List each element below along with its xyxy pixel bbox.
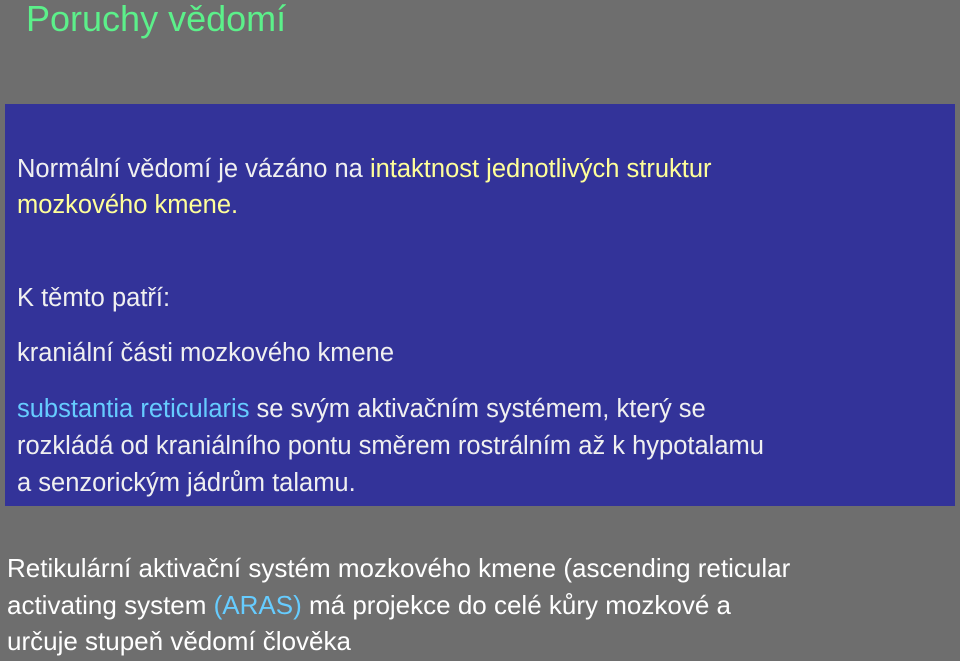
box-line-4: kraniální části mozkového kmene: [17, 339, 395, 367]
box-line-1-highlight: intaktnost jednotlivých struktur: [369, 155, 712, 183]
box-line-6: rozkládá od kraniálního pontu směrem rostrálním až k hypotalamu: [17, 432, 764, 460]
bottom-line-2-text: activating system: [7, 590, 214, 620]
box-line-5-highlight: substantia reticularis: [17, 395, 250, 423]
bottom-line-1: Retikulární aktivační systém mozkového kmene (ascending reticular: [7, 553, 791, 583]
box-line-3: K těmto patří:: [17, 284, 171, 312]
bottom-line-2-highlight: (ARAS): [213, 590, 302, 620]
bottom-line-3: určuje stupeň vědomí člověka: [7, 626, 351, 656]
box-line-5: [17, 394, 706, 424]
box-line-2: [17, 190, 238, 220]
box-line-1: [17, 154, 712, 184]
box-line-5-text: se svým aktivačním systémem, který se: [249, 395, 706, 423]
content-box: [5, 104, 955, 506]
slide-title: Poruchy vědomí: [26, 0, 287, 39]
box-line-2-highlight: mozkového kmene.: [17, 191, 239, 219]
box-line-1-text: Normální vědomí je vázáno na: [17, 155, 370, 183]
bottom-line-2-text-after: má projekce do celé kůry mozkové a: [301, 590, 731, 620]
bottom-line-2: [7, 590, 731, 620]
box-line-7: a senzorickým jádrům talamu.: [17, 469, 356, 497]
